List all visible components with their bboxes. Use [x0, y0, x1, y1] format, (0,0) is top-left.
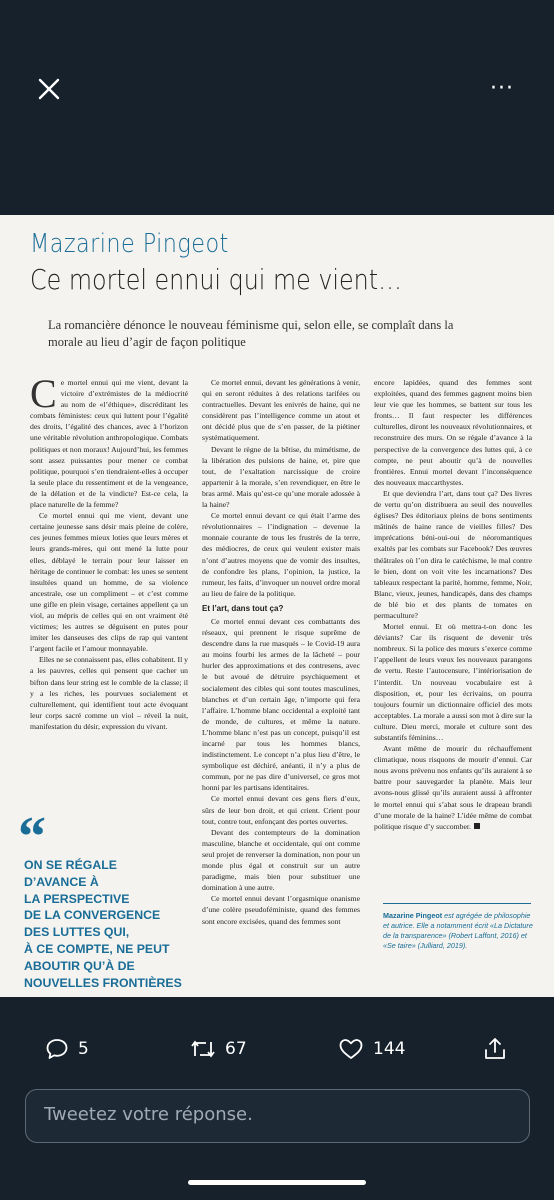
paragraph: Ce mortel ennui qui me vient, devant la victoire d’extrémistes de la médiocrité au nom de «l’éthique», discréditant les combats féministes: ceux qui luttent pour l’égalité des droits, l’égalité des chances, avec à l’horizon une véritable révolution anthropologique. Combats politiques et non moraux! Aujourd’hui, les femmes sont assez puissantes pour mener ce combat politique, pourquoi s’en tiendraient-elles à occuper la seule place du ressentiment et de la vengeance, de la délation et de la vindicte? Est-ce cela, la place naturelle de la femme?	[30, 371, 188, 510]
paragraph: Ce mortel ennui, devant les générations à venir, qui en seront réduites à des relations tarifées ou contractuelles. Devant les enivrés de haine, qui ne considèrent pas l’intelligence comme un atout et ont décidé plus que de s’en passer, de la piétiner systématiquement.	[202, 378, 360, 443]
like-button[interactable]	[338, 1034, 405, 1064]
share-icon	[483, 1036, 507, 1062]
quote-mark-icon: “	[18, 806, 46, 868]
reply-input[interactable]	[25, 1089, 530, 1143]
media-viewer-header	[0, 0, 554, 215]
author-bio: Mazarine Pingeot est agrégée de philosophie et autrice. Elle a notamment écrit «La Dictature de la transparence» (Robert Laffont, 2016) et «Se taire» (Julliard, 2019).	[383, 911, 533, 950]
paragraph: Mortel ennui. Et où mettra-t-on donc les déviants? Car ils risquent de devenir très nombreux. Si la police des mœurs s’exerce comme l’appellent de leurs vœux les nouveaux parangons de vertu. Reste l’autocensure, l’intériorisation de l’interdit. Un nouveau vocabulaire est à disposition, et, pour les écrivains, on pourra toujours fournir un dictionnaire officiel des mots acceptables. La morale a aussi son mot à dire sur la culture. Dieu merci, morale et culture sont des substantifs féminins…	[374, 622, 532, 742]
retweet-count: 67	[225, 1039, 247, 1059]
article-image	[0, 215, 554, 997]
paragraph: Ce mortel ennui devant ces gens fiers d’eux, sûrs de leur bon droit, et qui crient. Crient pour tout, contre tout, enfonçant des portes ouvertes.	[202, 794, 360, 826]
heart-icon	[338, 1037, 364, 1061]
reply-count: 5	[78, 1039, 89, 1059]
retweet-icon	[190, 1037, 216, 1061]
paragraph: encore lapidées, quand des femmes sont exploitées, quand des femmes gagnent moins bien leur vie que les hommes, se battent sur tous les fronts… Il faut respecter les différences culturelles, diront les nouveaux révolutionnaires, et reconstruire des murs. On se régale d’avance à la perspective de la convergence des luttes qui, à ce compte, ne peut aboutir qu’à de nouvelles frontières. Ennui mortel devant l’inconséquence des nouveaux maccarthystes.	[374, 378, 532, 487]
share-button[interactable]	[483, 1034, 507, 1064]
article-author: Mazarine Pingeot	[30, 229, 229, 259]
reply-icon	[45, 1037, 69, 1061]
close-icon[interactable]	[34, 74, 64, 104]
pull-quote: ON SE RÉGALE D’AVANCE À LA PERSPECTIVE DE LA CONVERGENCE DES LUTTES QUI, À CE COMPTE, NE PEUT ABOUTIR QU’À DE NOUVELLES FRONTIÈRES	[24, 858, 182, 990]
paragraph: Elles ne se connaissent pas, elles cohabitent. Il y a les pauvres, celles qui pensent que cacher un bifton dans leur string est le comble de la classe; il y a les riches, les pourvues socialement et culturellement, qui identifient tout acte évoquant leur corps sacré comme un viol – réveil la nuit, manifestation du désir, expression du vivant.	[30, 655, 189, 731]
column-3	[374, 377, 532, 832]
paragraph: Ce mortel ennui devant ces combattants des réseaux, qui prennent le risque suprême de descendre dans la rue masqués – le Covid-19 aura au moins fourbi les armes de la lâcheté – pour hurler des approximations et des contresens, avec le but avoué de détruire psychiquement et socialement des cibles qui sont toutes masculines, blanches et d’un certain âge, n’importe qui fera l’affaire. L’homme blanc occidental a exploité tant de monde, de cultures, et même la nature. L’homme blanc n’est pas un concept, puisqu’il est incarné par tous les hommes blancs, indistinctement. Le concept n’a plus lieu d’être, le symbolique est déchiré, anéanti, il n’y a plus de commun, por ne pas dire d’universel, ce gros mot honni par les partisans identitaires.	[202, 616, 360, 793]
paragraph: Devant le règne de la bêtise, du mimétisme, de la libération des pulsions de haine, et, pire que tout, de l’exaltation narcissique de croire appartenir à la morale, s’en revendiquer, en être le bras armé. Mais qu’est-ce qu’une morale adossée à la haine?	[202, 444, 360, 510]
reply-placeholder: Tweetez votre réponse.	[44, 1104, 253, 1125]
more-options-icon[interactable]: ···	[490, 76, 514, 101]
article-lede: La romancière dénonce le nouveau féminisme qui, selon elle, se complaît dans la morale au lieu d’agir de façon politique	[48, 318, 454, 349]
paragraph: Devant des contempteurs de la domination masculine, blanche et occidentale, qui ont comme seul projet de renverser la domination, non pour un monde plus égal et construit sur un autre paradigme, mais bien pour substituer une domination à une autre.	[202, 827, 360, 893]
paragraph: Ce mortel ennui devant ce qui était l’arme des révolutionnaires – l’indignation – devenue la monnaie courante de tous les frustrés de la terre, des médiocres, de ceux qui veulent exister mais n’ont d’autres moyens que de vomir des insultes, de confondre les plans, l’opinion, la justice, la rumeur, les faits, d’invoquer un nouvel ordre moral au lieu de faire de la politique.	[202, 511, 360, 598]
tweet-actions	[0, 1016, 554, 1086]
paragraph: Ce mortel ennui qui me vient, devant une certaine jeunesse sans désir mais pleine de colère, ces jeunes femmes mieux loties que leurs mères et leurs grands-mères, qui ont mené la lutte pour elles, déblayé le terrain pour leur laisser en héritage de continuer le combat: les unes se sentent insultées quand un homme, de sa violence ancestrale, ose un compliment – et c’est comme une gifle en plein visage, certaines appellent ça un viol, au mépris de celles qui en ont vraiment été victimes; les autres se déguisent en putes pour imiter les danseuses des clips de rap qui vantent l’argent facile et l’amour monnayable.	[30, 511, 188, 654]
reply-button[interactable]	[45, 1034, 89, 1064]
paragraph: Avant même de mourir du réchauffement climatique, nous risquons de mourir d’ennui. Car nous avons prévenu nos enfants qu’ils auraient à se battre pour sauvegarder la planète. Mais leur avons-nous glissé qu’ils auraient aussi à affronter le mortel ennui qui s’abat sous le drapeau brandi d’une morale de la haine? L’idée même de combat politique risque d’y succomber.	[374, 744, 532, 831]
column-1	[30, 371, 189, 732]
subheading: Et l’art, dans tout ça?	[202, 603, 284, 613]
retweet-button[interactable]	[190, 1034, 247, 1064]
like-count: 144	[373, 1039, 406, 1059]
article-title: Ce mortel ennui qui me vient…	[30, 263, 402, 296]
divider	[383, 903, 531, 904]
paragraph: Ce mortel ennui devant l’orgasmique onanisme d’une colère pseudoféministe, quand des femmes sont encore excisées, quand des femmes sont	[202, 894, 360, 926]
drop-cap: C	[30, 371, 57, 416]
column-2	[202, 377, 360, 927]
end-mark	[474, 823, 480, 829]
paragraph: Et que deviendra l’art, dans tout ça? Des livres de vertu qu’on distribuera au seuil des nouvelles églises? Des éditoriaux pleins de bons sentiments mâtinés de haine rance de vieilles filles? Des imprécations béni-oui-oui de néoromantiques exaltés par les combats sur Facebook? Des œuvres théâtrales où l’on dira le catéchisme, le mal contre le bien, dont on voit vite les incarnations? Des tableaux respectant la parité, homme, femme, Noir, Blanc, vieux, jeunes, handicapés, dans des champs de blé bio et des plants de tomates en permaculture?	[374, 488, 532, 620]
home-indicator	[188, 1180, 366, 1185]
